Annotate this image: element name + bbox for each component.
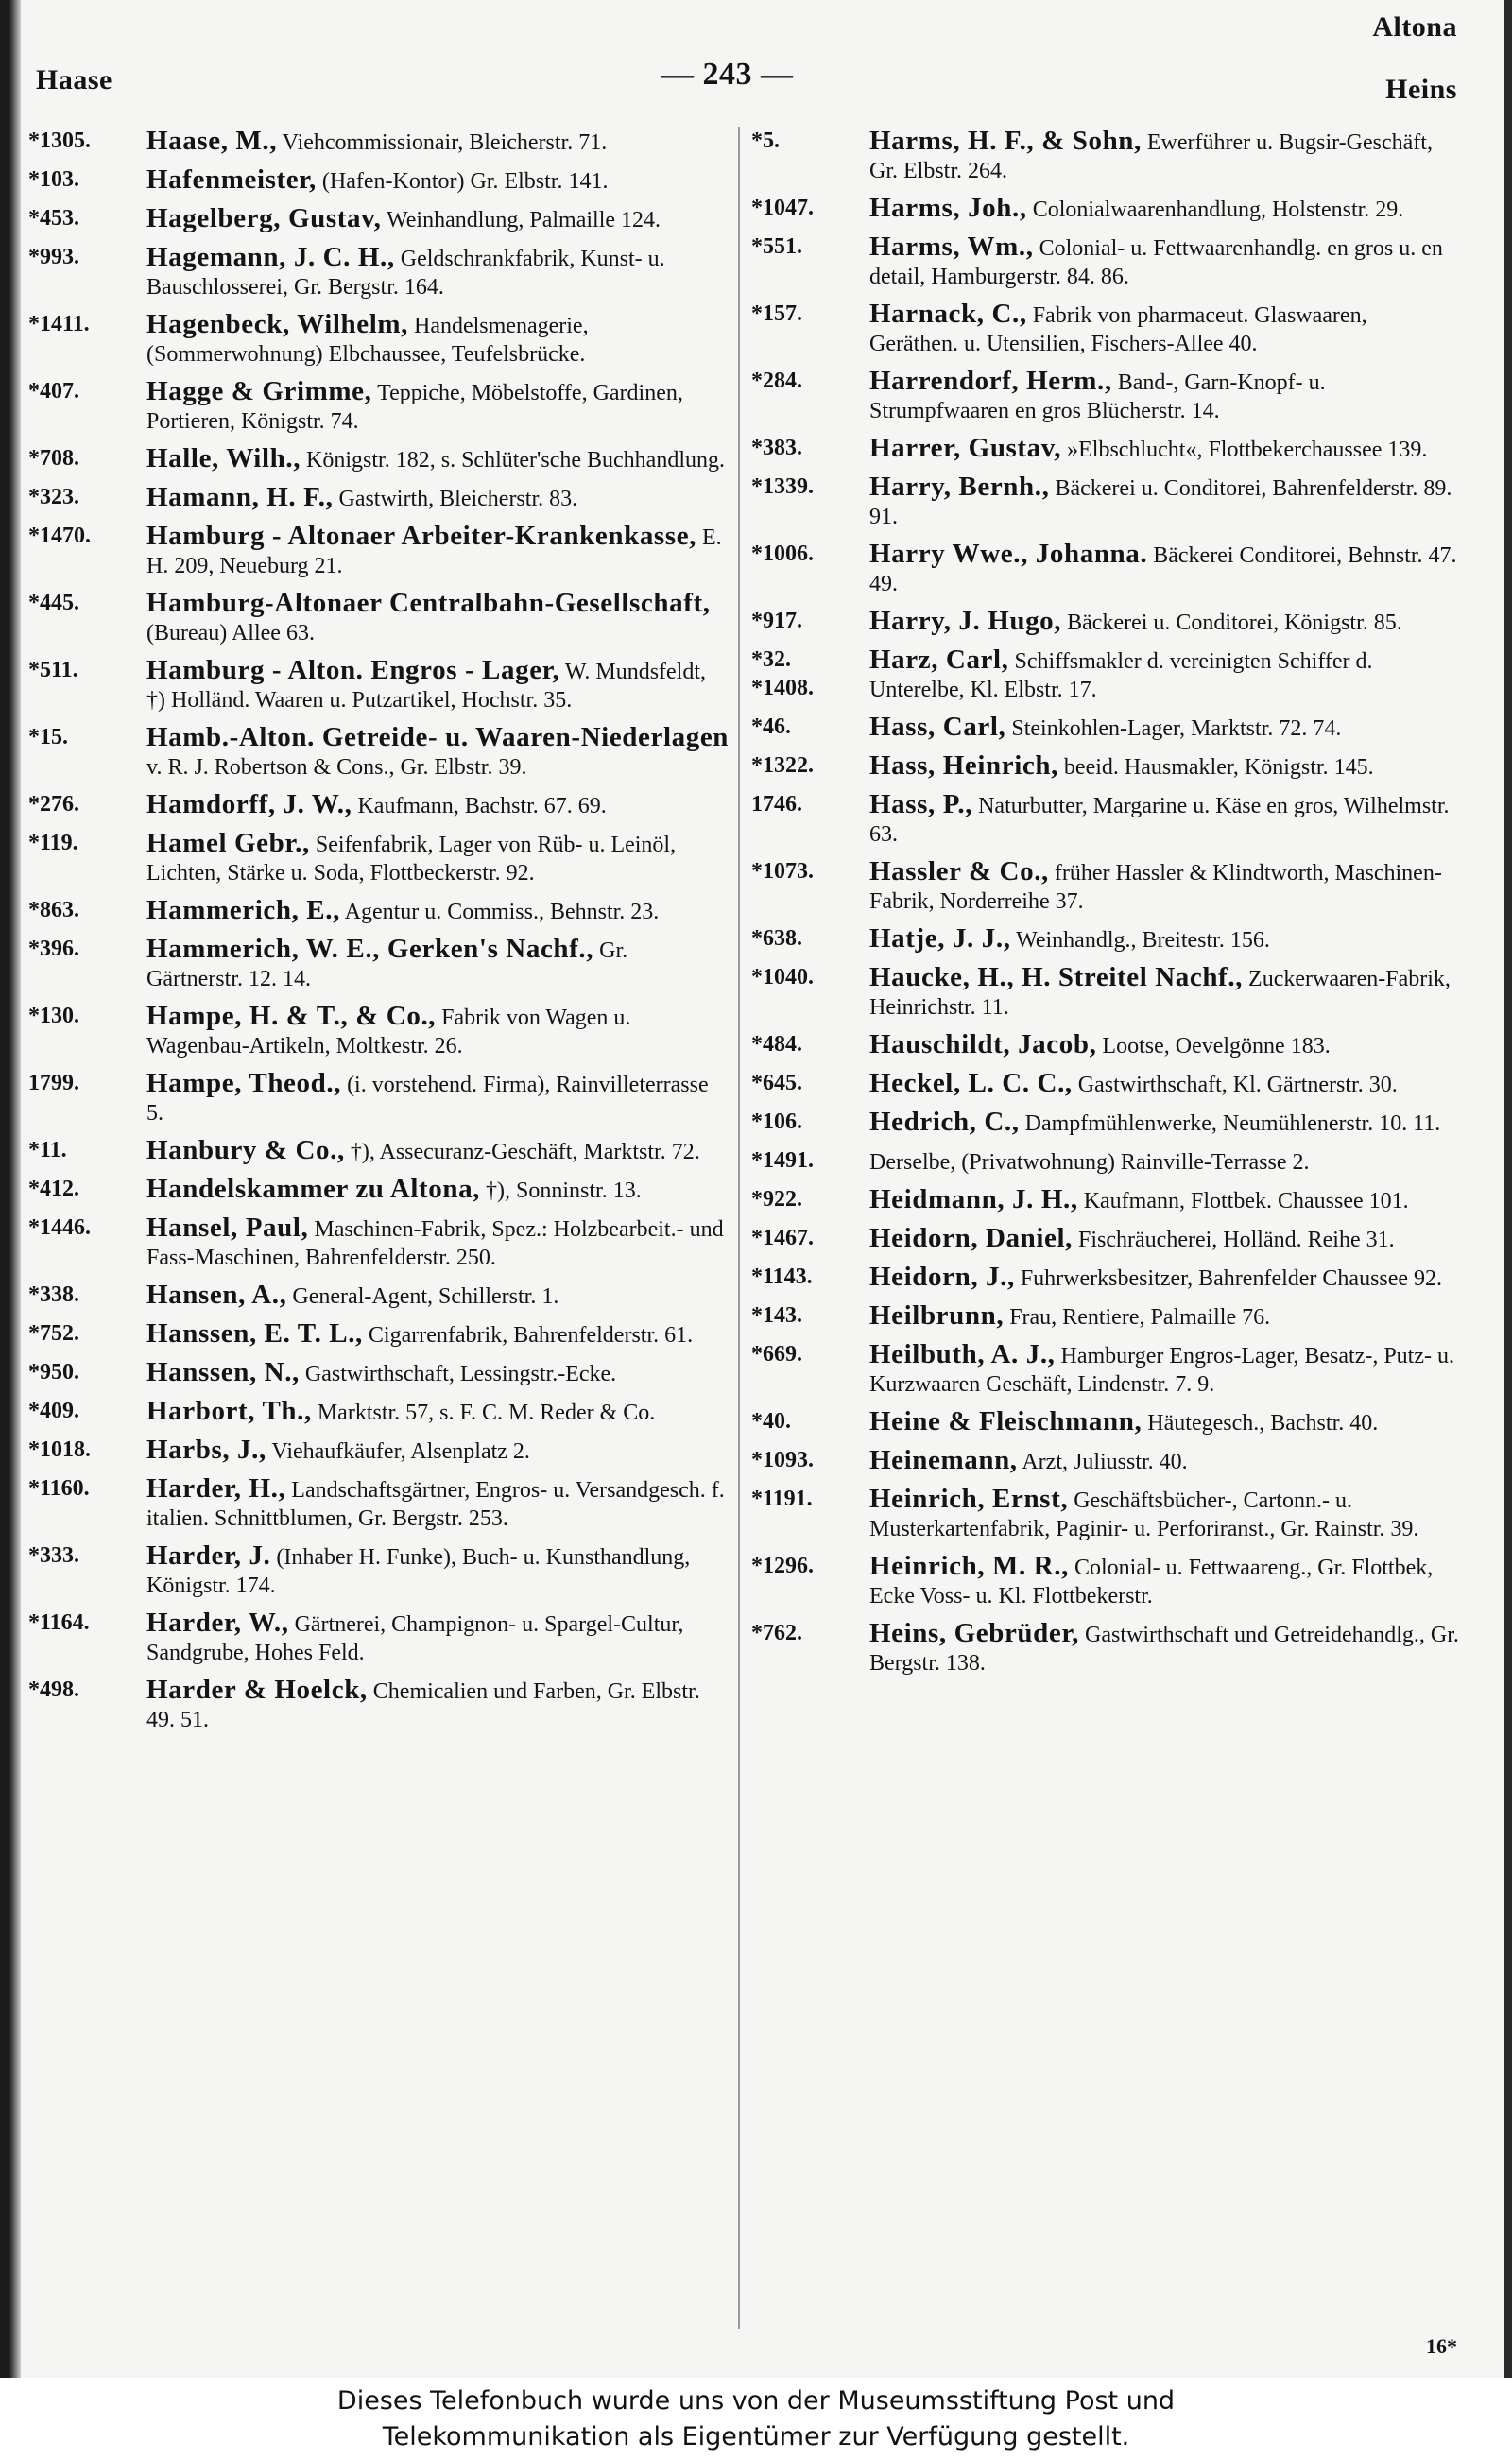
entry-name: Harbort, Th., <box>146 1396 312 1426</box>
entry-name: Hagenbeck, Wilhelm, <box>146 309 408 339</box>
phone-number: *752. <box>28 1321 79 1346</box>
directory-entry <box>751 1030 1460 1060</box>
entry-description: Landschaftsgärtner, Engros- u. Versandgesch. f. italien. Schnittblumen, Gr. Bergstr. 253. <box>146 1478 725 1531</box>
phone-number: *407. <box>28 379 79 404</box>
entry-name: Hamburg - Altonaer Arbeiter-Krankenkasse, <box>146 521 697 551</box>
entry-name: Hampe, Theod., <box>146 1068 342 1098</box>
entry-description: Schiffsmakler d. vereinigten Schiffer d. Unterelbe, Kl. Elbstr. 17. <box>869 649 1373 702</box>
entry-description: Geschäftsbücher-, Cartonn.- u. Musterkartenfabrik, Paginir- u. Perforiranst., Gr. Rainstr. 39. <box>869 1488 1419 1541</box>
phone-number: *863. <box>28 898 79 922</box>
directory-entry <box>28 935 730 993</box>
entry-description: Gastwirthschaft, Kl. Gärtnerstr. 30. <box>1077 1073 1398 1097</box>
phone-number: *412. <box>28 1177 79 1201</box>
directory-entry <box>751 367 1460 425</box>
directory-entry <box>751 645 1460 704</box>
directory-entry <box>28 1397 730 1427</box>
entry-description: Häutegesch., Bachstr. 40. <box>1147 1411 1379 1436</box>
entry-description: Kaufmann, Bachstr. 67. 69. <box>357 794 607 818</box>
entry-description: (Hafen-Kontor) Gr. Elbstr. 141. <box>321 169 609 194</box>
entry-name: Hass, Heinrich, <box>869 750 1058 781</box>
directory-entry <box>751 434 1460 464</box>
directory-entry <box>751 963 1460 1022</box>
phone-number: *484. <box>751 1032 802 1057</box>
directory-entry <box>751 473 1460 531</box>
entry-description: Fabrik von pharmaceut. Glaswaaren, Geräthen. u. Utensilien, Fischers-Allee 40. <box>869 303 1367 356</box>
entry-name: Hatje, J. J., <box>869 923 1011 954</box>
directory-entry <box>28 1676 730 1734</box>
entry-name: Hagelberg, Gustav, <box>146 203 382 233</box>
entry-description: Ewerführer u. Bugsir-Geschäft, Gr. Elbstr. 264. <box>869 130 1433 183</box>
entry-name: Hanssen, E. T. L., <box>146 1318 363 1349</box>
phone-number: *638. <box>751 926 802 951</box>
phone-number: *46. <box>751 714 791 739</box>
entry-description: Bäckerei Conditorei, Behnstr. 47. 49. <box>869 543 1457 596</box>
entry-name: Hagemann, J. C. H., <box>146 242 395 272</box>
phone-number: *1018. <box>28 1437 91 1462</box>
entry-description: Gr. Gärtnerstr. 12. 14. <box>146 938 628 991</box>
entry-description: Chemicalien und Farben, Gr. Elbstr. 49. 51. <box>146 1679 700 1732</box>
directory-entry <box>28 483 730 513</box>
phone-number: *323. <box>28 485 79 509</box>
directory-entry <box>751 194 1460 224</box>
entry-name: Harrer, Gustav, <box>869 433 1062 463</box>
directory-entry <box>28 310 730 369</box>
directory-entry <box>28 790 730 820</box>
entry-description: Teppiche, Möbelstoffe, Gardinen, Portieren, Königstr. 74. <box>146 381 683 434</box>
entry-description: Gastwirth, Bleicherstr. 83. <box>338 487 578 511</box>
entry-name: Hamb.-Alton. Getreide- u. Waaren-Niederlagen <box>146 722 730 752</box>
directory-entry <box>751 1185 1460 1215</box>
entry-description: Fischräucherei, Holländ. Reihe 31. <box>1078 1228 1395 1252</box>
directory-entry <box>751 790 1460 849</box>
directory-entry <box>28 589 730 647</box>
entry-description: Gastwirthschaft, Lessingstr.-Ecke. <box>304 1362 617 1386</box>
phone-number: 1799. <box>28 1071 79 1095</box>
left-running-head: Haase <box>36 64 112 95</box>
entry-name: Heinrich, Ernst, <box>869 1484 1069 1514</box>
entry-name: Harz, Carl, <box>869 645 1009 675</box>
directory-entry <box>751 713 1460 743</box>
entry-description: Viehcommissionair, Bleicherstr. 71. <box>282 130 608 155</box>
phone-number: *1446. <box>28 1215 91 1240</box>
entry-name: Hammerich, E., <box>146 895 340 925</box>
directory-entry <box>28 1069 730 1127</box>
entry-name: Hampe, H. & T., & Co., <box>146 1001 437 1031</box>
entry-description: Gastwirthschaft und Getreidehandlg., Gr. Bergstr. 138. <box>869 1623 1459 1676</box>
entry-description: Agentur u. Commiss., Behnstr. 23. <box>344 900 660 924</box>
footer-line-2: Telekommunikation als Eigentümer zur Verfügung gestellt. <box>382 2422 1130 2451</box>
entry-name: Hansen, A., <box>146 1280 287 1310</box>
directory-entry <box>28 1136 730 1166</box>
entry-description: Naturbutter, Margarine u. Käse en gros, Wilhelmstr. 63. <box>869 794 1450 847</box>
directory-entry <box>28 1358 730 1388</box>
entry-name: Hanssen, N., <box>146 1357 300 1387</box>
entry-name: Hamdorff, J. W., <box>146 789 352 819</box>
phone-number: *1191. <box>751 1487 813 1511</box>
entry-description: †), Assecuranz-Geschäft, Marktstr. 72. <box>350 1140 700 1164</box>
entry-description: Band-, Garn-Knopf- u. Strumpfwaaren en gros Blücherstr. 14. <box>869 370 1326 423</box>
directory-entry <box>751 751 1460 782</box>
entry-description: Steinkohlen-Lager, Marktstr. 72. 74. <box>1011 716 1342 741</box>
entry-description: Colonial- u. Fettwaareng., Gr. Flottbek, Ecke Voss- u. Kl. Flottbekerstr. <box>869 1556 1434 1608</box>
entry-description: Seifenfabrik, Lager von Rüb- u. Leinöl, Lichten, Stärke u. Soda, Flottbeckerstr. 92. <box>146 833 677 886</box>
entry-description: Weinhandlg., Breitestr. 156. <box>1016 928 1270 953</box>
phone-number: *1160. <box>28 1476 90 1501</box>
phone-number: *157. <box>751 301 802 326</box>
entry-description: beeid. Hausmakler, Königstr. 145. <box>1063 755 1374 780</box>
entry-name: Heidorn, J., <box>869 1262 1015 1292</box>
entry-name: Hamann, H. F., <box>146 482 334 512</box>
phone-number: *5. <box>751 129 780 153</box>
entry-description: Frau, Rentiere, Palmaille 76. <box>1009 1305 1271 1330</box>
phone-number: *1006. <box>751 542 814 566</box>
entry-name: Heilbrunn, <box>869 1300 1005 1331</box>
entry-name: Hammerich, W. E., Gerken's Nachf., <box>146 934 594 964</box>
phone-number: *1143. <box>751 1264 813 1289</box>
page-number: — 243 — <box>662 57 794 92</box>
directory-entry <box>751 607 1460 637</box>
phone-number: *645. <box>751 1071 802 1095</box>
directory-entry <box>751 1552 1460 1610</box>
entry-description: Maschinen-Fabrik, Spez.: Holzbearbeit.- und Fass-Maschinen, Bahrenfelderstr. 250. <box>146 1217 724 1270</box>
right-column <box>751 127 1460 1686</box>
entry-description: Bäckerei u. Conditorei, Königstr. 85. <box>1067 611 1402 635</box>
phone-number: *1339. <box>751 474 814 499</box>
phone-number: *511. <box>28 658 78 682</box>
entry-name: Harms, H. F., & Sohn, <box>869 126 1142 156</box>
phone-number: *1164. <box>28 1610 90 1635</box>
directory-entry <box>751 924 1460 955</box>
entry-description: Geldschrankfabrik, Kunst- u. Bauschlosserei, Gr. Bergstr. 164. <box>146 247 665 300</box>
directory-entry <box>28 1319 730 1350</box>
directory-entry <box>751 1619 1460 1677</box>
entry-name: Hamel Gebr., <box>146 828 310 858</box>
entry-name: Haucke, H., H. Streitel Nachf., <box>869 962 1244 992</box>
entry-name: Heidmann, J. H., <box>869 1184 1078 1214</box>
directory-entry <box>28 127 730 157</box>
directory-entry <box>751 1407 1460 1437</box>
directory-entry <box>751 1485 1460 1543</box>
entry-description: W. Mundsfeldt, †) Holländ. Waaren u. Putzartikel, Hochstr. 35. <box>146 660 707 713</box>
entry-description: v. R. J. Robertson & Cons., Gr. Elbstr. 39. <box>146 755 527 780</box>
directory-entry <box>28 1175 730 1205</box>
entry-description: (i. vorstehend. Firma), Rainvilleterrasse 5. <box>146 1073 709 1126</box>
entry-name: Harder & Hoelck, <box>146 1675 368 1705</box>
entry-name: Heine & Fleischmann, <box>869 1406 1143 1436</box>
phone-number: *1093. <box>751 1448 814 1472</box>
entry-name: Hanbury & Co., <box>146 1135 345 1165</box>
entry-description: Weinhandlung, Palmaille 124. <box>387 208 662 232</box>
phone-number: *284. <box>751 369 802 393</box>
entry-description: (Bureau) Allee 63. <box>146 621 315 645</box>
entry-name: Harms, Joh., <box>869 193 1027 223</box>
phone-number: *143. <box>751 1303 802 1328</box>
entry-description: †), Sonninstr. 13. <box>486 1178 642 1203</box>
entry-name: Heidorn, Daniel, <box>869 1223 1074 1253</box>
phone-number: *1470. <box>28 524 91 548</box>
entry-name: Harbs, J., <box>146 1435 266 1465</box>
right-running-head: Heins <box>1385 74 1457 105</box>
phone-number: *917. <box>751 609 802 633</box>
entry-description: Lootse, Oevelgönne 183. <box>1102 1034 1331 1058</box>
entry-name: Harry Wwe., Johanna. <box>869 539 1148 569</box>
entry-name: Harry, Bernh., <box>869 472 1050 502</box>
directory-entry <box>28 1281 730 1311</box>
directory-entry <box>28 1608 730 1667</box>
entry-description: »Elbschlucht«, Flottbekerchaussee 139. <box>1067 438 1428 462</box>
entry-name: Hamburg-Altonaer Centralbahn-Gesellschaft, <box>146 588 711 618</box>
phone-number: *1322. <box>751 753 814 778</box>
phone-number: *453. <box>28 206 79 231</box>
entry-name: Hass, Carl, <box>869 712 1006 742</box>
phone-number: *708. <box>28 446 79 471</box>
phone-number: *130. <box>28 1004 79 1028</box>
phone-number: *498. <box>28 1677 79 1702</box>
entry-description: Zuckerwaaren-Fabrik, Heinrichstr. 11. <box>869 967 1451 1020</box>
entry-description: E. H. 209, Neueburg 21. <box>146 525 722 578</box>
phone-number: *15. <box>28 725 68 749</box>
place-heading: Altona <box>1372 11 1457 43</box>
entry-name: Hafenmeister, <box>146 164 317 195</box>
directory-entry <box>28 165 730 196</box>
phone-number: *1040. <box>751 965 814 989</box>
directory-entry <box>28 1474 730 1533</box>
phone-number: *1491. <box>751 1148 814 1173</box>
entry-name: Heckel, L. C. C., <box>869 1068 1073 1098</box>
directory-entry <box>751 300 1460 358</box>
entry-name: Harnack, C., <box>869 299 1027 329</box>
directory-entry <box>28 829 730 887</box>
entry-name: Heins, Gebrüder, <box>869 1618 1080 1648</box>
entry-description: Arzt, Juliusstr. 40. <box>1022 1450 1188 1474</box>
entry-name: Hauschildt, Jacob, <box>869 1029 1097 1059</box>
entry-description: Handelsmenagerie, (Sommerwohnung) Elbchaussee, Teufelsbrücke. <box>146 314 589 367</box>
entry-name: Hagge & Grimme, <box>146 376 372 406</box>
directory-entry <box>28 723 730 782</box>
entry-description: Königstr. 182, s. Schlüter'sche Buchhandlung. <box>306 448 725 473</box>
phone-number: *11. <box>28 1138 67 1162</box>
entry-description: Kaufmann, Flottbek. Chaussee 101. <box>1083 1189 1409 1213</box>
entry-name: Hansel, Paul, <box>146 1213 309 1243</box>
directory-entry <box>751 232 1460 291</box>
phone-number: *922. <box>751 1187 802 1212</box>
directory-entry <box>28 1002 730 1060</box>
phone-number: *119. <box>28 831 78 855</box>
phone-number: *106. <box>751 1110 802 1134</box>
phone-number: *1411. <box>28 312 90 336</box>
entry-name: Heinemann, <box>869 1445 1018 1475</box>
left-column <box>28 127 730 1743</box>
phone-number: *669. <box>751 1342 802 1367</box>
directory-entry <box>28 243 730 301</box>
footer-line-1: Dieses Telefonbuch wurde uns von der Museumsstiftung Post und <box>336 2386 1176 2416</box>
entry-name: Hass, P., <box>869 789 973 819</box>
phone-number: *1305. <box>28 129 91 153</box>
entry-description: General-Agent, Schillerstr. 1. <box>292 1284 559 1309</box>
phone-number: *409. <box>28 1399 79 1423</box>
entry-description: Fuhrwerksbesitzer, Bahrenfelder Chaussee 92. <box>1020 1266 1443 1291</box>
directory-entry <box>28 204 730 234</box>
phone-number: *338. <box>28 1282 79 1307</box>
entry-name: Halle, Wilh., <box>146 443 301 473</box>
signature-mark: 16* <box>1426 2334 1457 2358</box>
directory-entry <box>751 1108 1460 1138</box>
column-divider <box>738 127 740 2329</box>
phone-number: *1073. <box>751 859 814 884</box>
directory-entry <box>751 1224 1460 1254</box>
entry-description: Bäckerei u. Conditorei, Bahrenfelderstr. 89. 91. <box>869 476 1452 529</box>
entry-name: Harder, H., <box>146 1473 286 1504</box>
entry-name: Hassler & Co., <box>869 856 1049 886</box>
directory-entry <box>28 1541 730 1600</box>
phone-number: *445. <box>28 591 79 615</box>
entry-description: (Inhaber H. Funke), Buch- u. Kunsthandlung, Königstr. 174. <box>146 1545 691 1598</box>
phone-number: *1047. <box>751 196 814 220</box>
phone-number: *40. <box>751 1409 791 1434</box>
directory-entry <box>28 1436 730 1466</box>
entry-description: Dampfmühlenwerke, Neumühlenerstr. 10. 11. <box>1024 1111 1441 1136</box>
entry-name: Heinrich, M. R., <box>869 1551 1069 1581</box>
phone-number: *103. <box>28 167 79 192</box>
phone-number: *1467. <box>751 1226 814 1250</box>
phone-number: *276. <box>28 792 79 817</box>
phone-number: *383. <box>751 436 802 460</box>
entry-name: Harrendorf, Herm., <box>869 366 1112 396</box>
phone-number: *32. *1408. <box>751 647 814 700</box>
entry-name: Hamburg - Alton. Engros - Lager, <box>146 655 560 685</box>
entry-name: Hedrich, C., <box>869 1107 1020 1137</box>
phone-number: *333. <box>28 1543 79 1568</box>
phone-number: *1296. <box>751 1554 814 1578</box>
entry-name: Heilbuth, A. J., <box>869 1339 1056 1369</box>
directory-entry <box>751 1069 1460 1099</box>
directory-entry <box>28 896 730 926</box>
directory-entry <box>28 444 730 474</box>
directory-entry <box>28 522 730 580</box>
directory-entry <box>751 1301 1460 1332</box>
entry-name: Haase, M., <box>146 126 278 156</box>
directory-entry <box>751 1146 1460 1177</box>
phone-number: *993. <box>28 245 79 269</box>
directory-entry <box>751 1263 1460 1293</box>
phone-number: *396. <box>28 937 79 961</box>
entry-description: Viehaufkäufer, Alsenplatz 2. <box>271 1439 530 1464</box>
entry-description: Colonial- u. Fettwaarenhandlg. en gros u. en detail, Hamburgerstr. 84. 86. <box>869 236 1443 289</box>
directory-entry <box>751 857 1460 916</box>
entry-description: Fabrik von Wagen u. Wagenbau-Artikeln, Moltkestr. 26. <box>146 1006 631 1058</box>
phone-number: *950. <box>28 1360 79 1385</box>
footer-notice <box>0 2378 1512 2460</box>
directory-entry <box>751 540 1460 598</box>
directory-entry <box>28 656 730 714</box>
phone-number: 1746. <box>751 792 802 817</box>
entry-name: Harder, J. <box>146 1540 271 1571</box>
phone-number: *762. <box>751 1621 802 1645</box>
entry-description: Derselbe, (Privatwohnung) Rainville-Terrasse 2. <box>869 1150 1310 1175</box>
entry-description: Hamburger Engros-Lager, Besatz-, Putz- u. Kurzwaaren Geschäft, Lindenstr. 7. 9. <box>869 1344 1454 1397</box>
entry-description: Colonialwaarenhandlung, Holstenstr. 29. <box>1032 198 1404 222</box>
directory-entry <box>28 377 730 436</box>
entry-description: früher Hassler & Klindtworth, Maschinen-Fabrik, Norderreihe 37. <box>869 861 1442 914</box>
phone-number: *551. <box>751 234 802 259</box>
entry-name: Handelskammer zu Altona, <box>146 1174 481 1204</box>
entry-name: Harms, Wm., <box>869 232 1034 262</box>
entry-description: Marktstr. 57, s. F. C. M. Reder & Co. <box>317 1401 656 1425</box>
entry-name: Harry, J. Hugo, <box>869 606 1062 636</box>
entry-name: Harder, W., <box>146 1608 289 1638</box>
directory-entry <box>751 1446 1460 1476</box>
directory-entry <box>751 127 1460 185</box>
entry-description: Cigarrenfabrik, Bahrenfelderstr. 61. <box>368 1323 694 1348</box>
directory-entry <box>28 1213 730 1272</box>
directory-entry <box>751 1340 1460 1399</box>
entry-description: Gärtnerei, Champignon- u. Spargel-Cultur, Sandgrube, Hohes Feld. <box>146 1612 684 1665</box>
